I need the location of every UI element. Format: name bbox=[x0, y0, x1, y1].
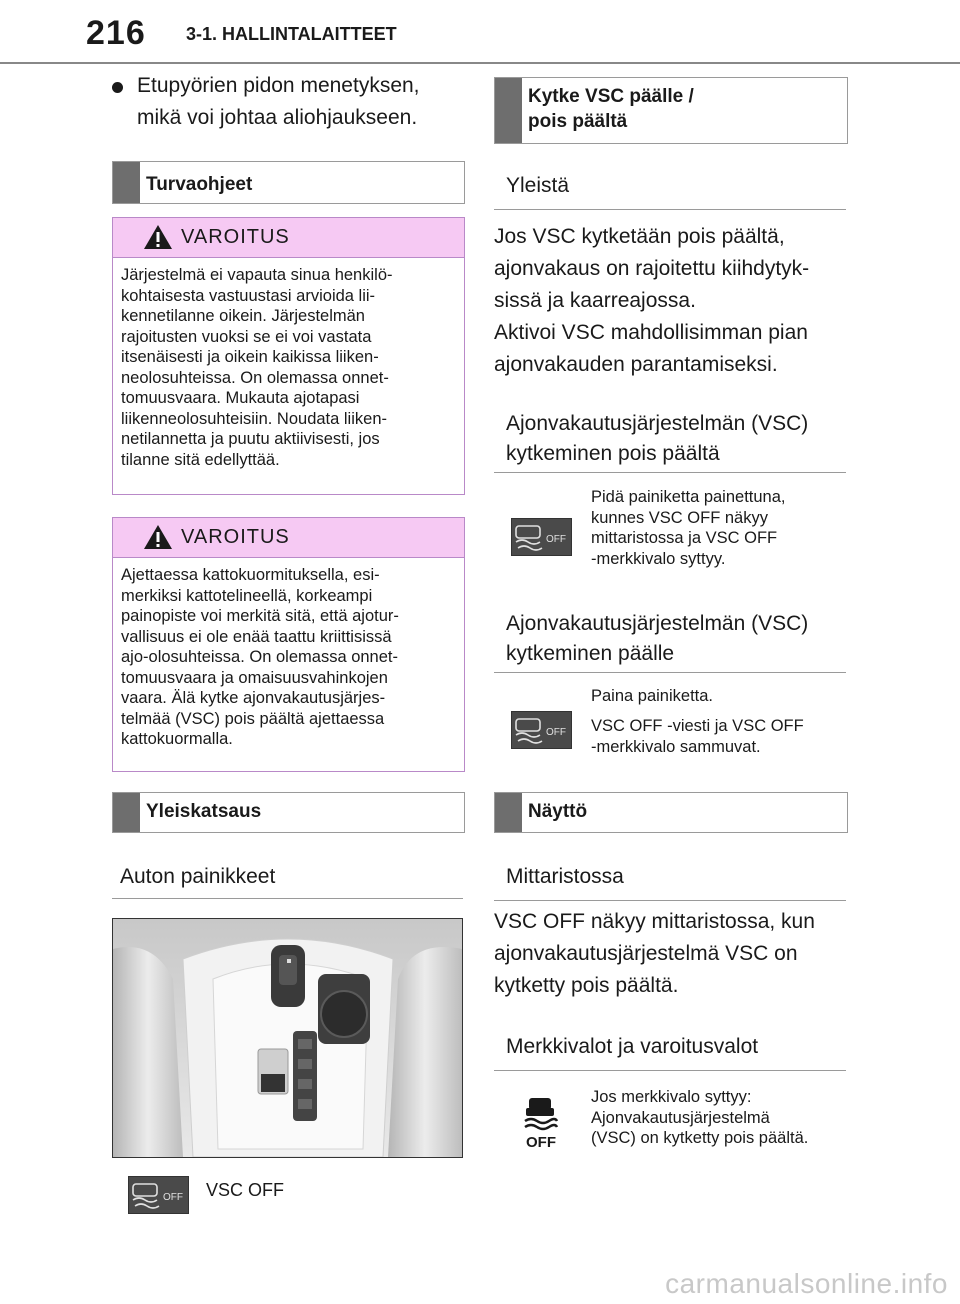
button-off-label: OFF bbox=[546, 534, 566, 545]
bullet-line: Etupyörien pidon menetyksen, bbox=[137, 74, 420, 97]
warning-line: tomuusvaara. Mukauta ajotapasi bbox=[121, 389, 360, 407]
paragraph-line: sissä ja kaarreajossa. bbox=[494, 289, 696, 312]
instruction-line: Pidä painiketta painettuna, bbox=[591, 488, 786, 506]
warning-line: telmää (VSC) pois päältä ajettaessa bbox=[121, 709, 385, 728]
warning-box bbox=[112, 517, 465, 772]
warning-line: merkiksi kattotelineellä, korkeampi bbox=[121, 586, 373, 605]
vsc-off-icon bbox=[512, 712, 571, 748]
section-bar bbox=[113, 793, 140, 832]
paragraph-line: ajonvakauden parantamiseksi. bbox=[494, 353, 778, 376]
subheading-text: Ajonvakautusjärjestelmän (VSC) bbox=[506, 612, 809, 635]
instruction-text bbox=[591, 716, 851, 757]
warning-title: VAROITUS bbox=[181, 226, 290, 248]
page-number: 216 bbox=[86, 14, 146, 52]
paragraph bbox=[494, 221, 854, 317]
warning-line: kattokuormalla. bbox=[121, 730, 233, 748]
warning-header bbox=[113, 518, 464, 558]
paragraph-line: Aktivoi VSC mahdollisimman pian bbox=[494, 321, 808, 344]
warning-line: tilanne sitä edellyttää. bbox=[121, 450, 280, 469]
paragraph-line: VSC OFF näkyy mittaristossa, kun bbox=[494, 910, 815, 933]
instruction-text bbox=[591, 487, 851, 569]
vsc-off-button[interactable] bbox=[511, 518, 572, 556]
warning-line: neolosuhteissa. On olemassa onnet- bbox=[121, 368, 389, 387]
warning-title: VAROITUS bbox=[181, 526, 290, 548]
paragraph bbox=[494, 317, 854, 381]
section-header-overview bbox=[112, 792, 465, 833]
bullet-item bbox=[112, 70, 472, 134]
subheading bbox=[494, 409, 846, 473]
section-header-safety bbox=[112, 161, 465, 204]
paragraph-line: ajonvakautusjärjestelmä VSC on bbox=[494, 942, 798, 965]
warning-header bbox=[113, 218, 464, 258]
vsc-off-icon bbox=[129, 1177, 188, 1213]
instruction-line: VSC OFF -viesti ja VSC OFF bbox=[591, 717, 804, 735]
button-off-label: OFF bbox=[163, 1192, 183, 1203]
instruction-text: Paina painiketta. bbox=[591, 687, 714, 705]
button-off-label: OFF bbox=[546, 727, 566, 738]
subheading-text: kytkeminen pois päältä bbox=[506, 442, 720, 465]
center-console-photo bbox=[112, 918, 463, 1158]
section-title-line: Kytke VSC päälle / bbox=[528, 86, 694, 107]
section-title bbox=[528, 84, 694, 134]
warning-triangle-icon bbox=[143, 524, 173, 550]
console-illustration bbox=[113, 919, 462, 1157]
paragraph-line: Jos VSC kytketään pois päältä, bbox=[494, 225, 785, 248]
warning-line: Järjestelmä ei vapauta sinua henkilö- bbox=[121, 266, 393, 284]
warning-line: vallisuus ei ole enää taattu kriittisissä bbox=[121, 627, 392, 646]
indicator-line: (VSC) on kytketty pois päältä. bbox=[591, 1129, 809, 1147]
section-title: Turvaohjeet bbox=[146, 174, 253, 195]
section-title-line: pois päältä bbox=[528, 111, 628, 132]
warning-line: kohtaisesta vastuustasi arvioida lii- bbox=[121, 286, 376, 305]
warning-line: vaara. Älä kytke ajonvakautusjärjes- bbox=[121, 689, 386, 707]
warning-line: itsenäisesti ja oikein kaikissa liiken- bbox=[121, 348, 379, 366]
subheading bbox=[112, 862, 463, 899]
section-title: Yleiskatsaus bbox=[146, 801, 262, 822]
warning-line: netilannetta ja puutu aktiivisesti, jos bbox=[121, 430, 380, 448]
bullet-line: mikä voi johtaa aliohjaukseen. bbox=[137, 106, 418, 129]
watermark: carmanualsonline.info bbox=[665, 1268, 948, 1299]
subheading bbox=[494, 609, 846, 673]
warning-triangle-icon bbox=[143, 224, 173, 250]
indicator-text bbox=[591, 1087, 856, 1149]
indicator-line: Ajonvakautusjärjestelmä bbox=[591, 1108, 770, 1127]
paragraph bbox=[494, 906, 854, 1002]
indicator-off-label: OFF bbox=[526, 1134, 556, 1150]
chapter-title: 3-1. HALLINTALAITTEET bbox=[186, 24, 397, 44]
subheading bbox=[494, 1032, 846, 1071]
warning-text bbox=[121, 565, 456, 750]
paragraph-line: ajonvakaus on rajoitettu kiihdytyk- bbox=[494, 257, 810, 280]
section-bar bbox=[495, 793, 522, 832]
instruction-line: mittaristossa ja VSC OFF bbox=[591, 529, 778, 547]
vsc-off-button[interactable] bbox=[128, 1176, 189, 1214]
header-divider bbox=[0, 62, 960, 64]
indicator-line: Jos merkkivalo syttyy: bbox=[591, 1088, 752, 1106]
vsc-off-button[interactable] bbox=[511, 711, 572, 749]
subheading-text: Mittaristossa bbox=[506, 865, 624, 888]
subheading-text: Yleistä bbox=[506, 174, 570, 197]
warning-line: liikenneolosuhteisiin. Noudata liiken- bbox=[121, 409, 387, 428]
warning-line: painopiste voi merkitä sitä, että ajotur- bbox=[121, 607, 399, 625]
button-caption: VSC OFF bbox=[206, 1180, 285, 1200]
subheading bbox=[494, 862, 846, 901]
instruction-line: -merkkivalo sammuvat. bbox=[591, 737, 761, 756]
subheading bbox=[494, 171, 846, 210]
instruction-line: -merkkivalo syttyy. bbox=[591, 549, 726, 568]
vsc-off-indicator-icon bbox=[521, 1094, 561, 1150]
warning-text bbox=[121, 265, 456, 470]
section-bar bbox=[495, 78, 522, 143]
subheading-text: Auton painikkeet bbox=[120, 865, 276, 888]
section-title: Näyttö bbox=[528, 801, 588, 822]
section-header-toggle bbox=[494, 77, 848, 144]
warning-line: rajoitusten vuoksi se ei voi vastata bbox=[121, 327, 372, 346]
warning-line: tomuusvaara ja omaisuusvahinkojen bbox=[121, 668, 388, 687]
section-header-display bbox=[494, 792, 848, 833]
section-bar bbox=[113, 162, 140, 203]
warning-line: ajo-olosuhteissa. On olemassa onnet- bbox=[121, 648, 398, 666]
vsc-off-icon bbox=[512, 519, 571, 555]
warning-line: Ajettaessa kattokuormituksella, esi- bbox=[121, 566, 380, 584]
bullet-dot-icon bbox=[112, 82, 123, 93]
subheading-text: Ajonvakautusjärjestelmän (VSC) bbox=[506, 412, 809, 435]
subheading-text: Merkkivalot ja varoitusvalot bbox=[506, 1035, 759, 1058]
paragraph-line: kytketty pois päältä. bbox=[494, 974, 679, 997]
warning-line: kennetilanne oikein. Järjestelmän bbox=[121, 307, 365, 325]
subheading-text: kytkeminen päälle bbox=[506, 642, 675, 665]
warning-box bbox=[112, 217, 465, 495]
instruction-line: kunnes VSC OFF näkyy bbox=[591, 508, 768, 527]
